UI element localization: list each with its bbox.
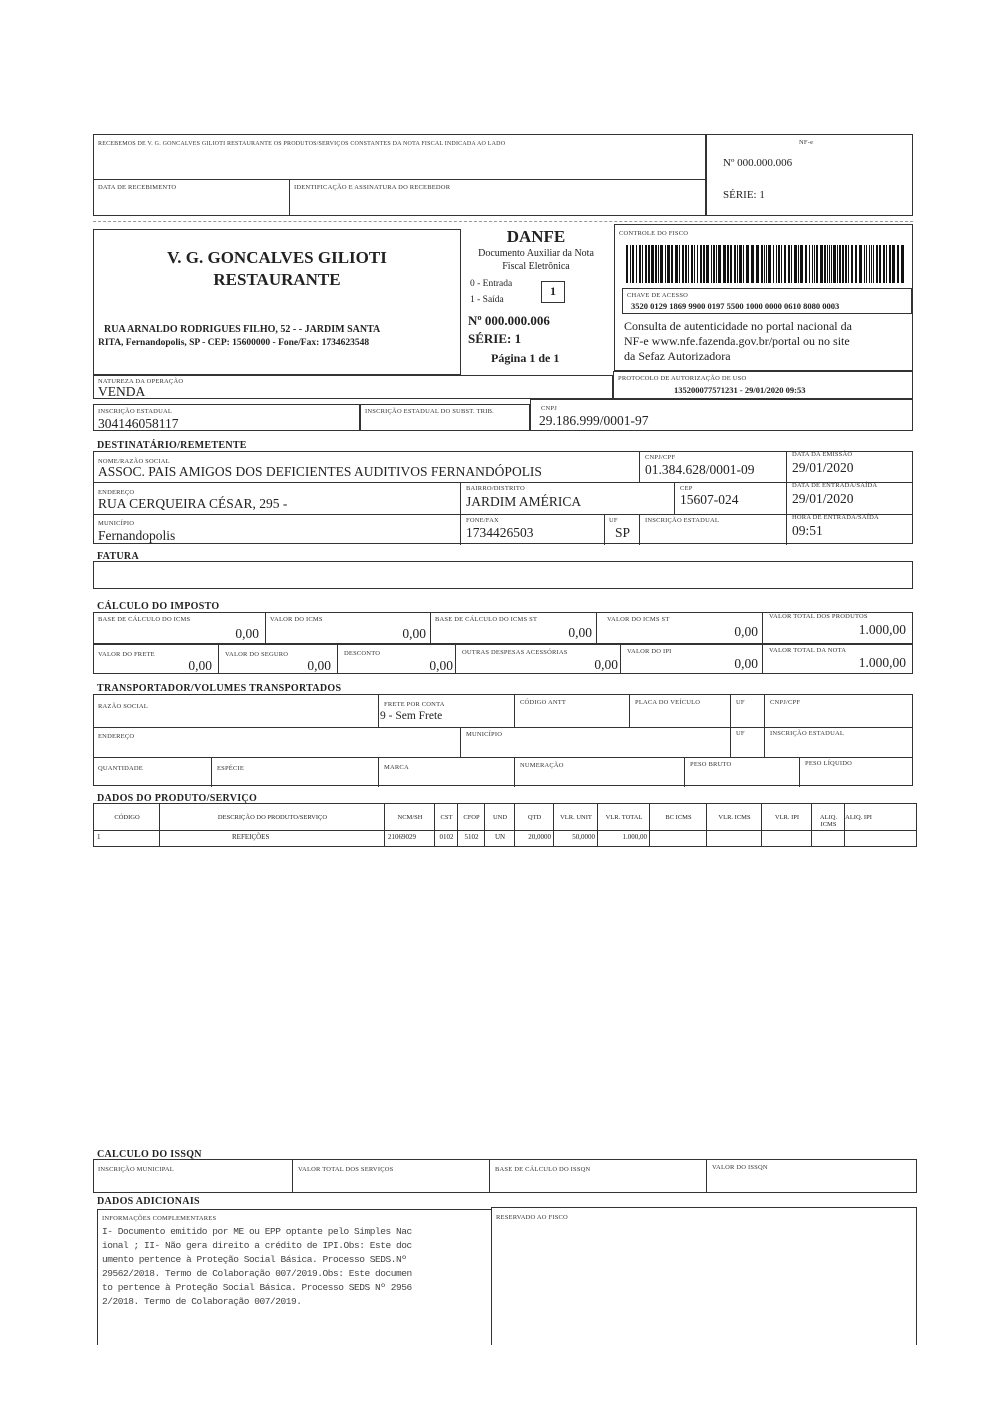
barcode-bar: [764, 245, 765, 283]
barcode-bar: [879, 245, 881, 283]
barcode-bar: [778, 245, 780, 283]
nature-label: NATUREZA DA OPERAÇÃO: [98, 378, 184, 385]
recipient-cep-label: CEP: [680, 485, 693, 492]
access-key-label: CHAVE DE ACESSO: [627, 292, 689, 299]
barcode-bar: [746, 245, 749, 283]
danfe-subtitle-2: Fiscal Eletrônica: [502, 261, 570, 272]
ie-value: 304146058117: [98, 416, 179, 431]
barcode-bar: [833, 245, 836, 283]
additional-line-3: umento pertence à Proteção Social Básica. Processo SEDS.Nº: [102, 1254, 407, 1265]
receipt-series: SÉRIE: 1: [723, 189, 765, 201]
product-cell-unit-price: 50,0000: [572, 833, 595, 841]
receipt-nfe-box: [706, 134, 913, 216]
danfe-block: [461, 229, 611, 375]
barcode-bar: [805, 245, 807, 283]
transport-address-label: ENDEREÇO: [98, 733, 135, 740]
barcode-bar: [798, 245, 799, 283]
recipient-cnpj-label: CNPJ/CPF: [645, 454, 676, 461]
additional-line-4: 29562/2018. Termo de Colaboração 007/2019.Obs: Este documen: [102, 1268, 412, 1279]
additional-line-1: I- Documento emitido por ME ou EPP optante pelo Simples Nac: [102, 1226, 412, 1237]
barcode-bar: [734, 245, 736, 283]
barcode-bar: [791, 245, 792, 283]
product-col-aliq-ipi: [845, 804, 872, 846]
barcode-bar: [784, 245, 786, 283]
barcode-bar: [737, 245, 738, 283]
product-header-description: DESCRIÇÃO DO PRODUTO/SERVIÇO: [217, 814, 328, 821]
tax-total-note-label: VALOR TOTAL DA NOTA: [769, 647, 847, 654]
product-header-aliq-ipi: ALIQ. IPI: [845, 814, 872, 821]
recipient-emission-label: DATA DA EMISSÃO: [792, 451, 853, 458]
ie-st-box: [360, 404, 530, 431]
barcode-bar: [697, 245, 698, 283]
tax-ipi-label: VALOR DO IPI: [627, 648, 672, 655]
tax-other-expenses-value: 0,00: [594, 657, 618, 672]
barcode-bar: [718, 245, 721, 283]
cnpj-value: 29.186.999/0001-97: [539, 413, 649, 428]
transport-net-label: PESO LÍQUIDO: [805, 760, 852, 767]
barcode-bar: [820, 245, 823, 283]
barcode-bar: [665, 245, 666, 283]
tax-total-note-value: 1.000,00: [858, 655, 906, 670]
barcode-bar: [839, 245, 841, 283]
product-cell-code: 1: [97, 833, 101, 841]
danfe-entry: 0 - Entrada: [470, 279, 513, 289]
product-col-cst: [435, 804, 458, 846]
receipt-number: Nº 000.000.006: [723, 157, 793, 169]
transport-numbering-label: NUMERAÇÃO: [520, 762, 564, 769]
barcode-bar: [837, 245, 838, 283]
product-col-ipi: [762, 804, 812, 846]
recipient-city: Fernandopolis: [98, 528, 176, 543]
barcode-bar: [824, 245, 826, 283]
barcode-bar: [766, 245, 767, 283]
barcode-bar: [682, 245, 684, 283]
transport-uf2-label: UF: [736, 730, 745, 737]
recipient-address: RUA CERQUEIRA CÉSAR, 295 -: [98, 496, 288, 511]
barcode: [626, 245, 904, 283]
product-header-unit: UND: [492, 814, 508, 821]
barcode-bar: [829, 245, 830, 283]
barcode-bar: [883, 245, 885, 283]
barcode-bar: [751, 245, 754, 283]
recipient-phone: 1734426503: [466, 525, 534, 540]
ie-label: INSCRIÇÃO ESTADUAL: [98, 408, 173, 415]
products-columns: [94, 804, 916, 846]
barcode-bar: [812, 245, 813, 283]
transport-box: [93, 694, 913, 786]
product-header-cst: CST: [440, 814, 453, 821]
product-cell-cfop: 5102: [464, 833, 479, 841]
product-col-unit-price: [554, 804, 598, 846]
transport-city-label: MUNICÍPIO: [466, 731, 503, 738]
barcode-bar: [711, 245, 712, 283]
barcode-bar: [871, 245, 872, 283]
danfe-exit: 1 - Saída: [470, 295, 504, 305]
tax-ipi-value: 0,00: [734, 656, 758, 671]
barcode-bar: [842, 245, 844, 283]
barcode-bar: [630, 245, 631, 283]
product-header-icms: VLR. ICMS: [718, 814, 751, 821]
barcode-bar: [706, 245, 709, 283]
additional-line-6: 2/2018. Termo de Colaboração 007/2019.: [102, 1296, 302, 1307]
recipient-emission: 29/01/2020: [792, 460, 854, 475]
recipient-address-label: ENDEREÇO: [98, 489, 135, 496]
issqn-municipal-label: INSCRIÇÃO MUNICIPAL: [98, 1166, 174, 1173]
barcode-bar: [892, 245, 895, 283]
tear-line: [93, 221, 913, 222]
product-cell-qty: 20,0000: [528, 833, 551, 841]
barcode-bar: [864, 245, 865, 283]
recipient-time-label: HORA DE ENTRADA/SAÍDA: [792, 514, 879, 521]
recipient-uf-label: UF: [609, 517, 618, 524]
barcode-bar: [876, 245, 878, 283]
barcode-bar: [645, 245, 647, 283]
transport-qty-label: QUANTIDADE: [98, 765, 143, 772]
barcode-bar: [658, 245, 659, 283]
barcode-bar: [655, 245, 657, 283]
transport-gross-label: PESO BRUTO: [690, 761, 732, 768]
nature-value: VENDA: [98, 384, 146, 399]
tax-freight-value: 0,00: [188, 658, 212, 673]
issuer-name-line2: RESTAURANTE: [213, 270, 341, 289]
tax-base-icms-label: BASE DE CÁLCULO DO ICMS: [98, 616, 191, 623]
transport-section-title: TRANSPORTADOR/VOLUMES TRANSPORTADOS: [97, 683, 342, 694]
barcode-bar: [851, 245, 853, 283]
cnpj-label: CNPJ: [541, 405, 557, 412]
tax-base-icms-st-value: 0,00: [568, 625, 592, 640]
barcode-bar: [642, 245, 643, 283]
recipient-district-label: BAIRRO/DISTRITO: [466, 485, 525, 492]
product-col-cfop: [458, 804, 485, 846]
reserved-box: [491, 1207, 917, 1345]
barcode-bar: [901, 245, 904, 283]
barcode-bar: [897, 245, 899, 283]
product-col-total: [598, 804, 650, 846]
additional-line-5: to pertence à Proteção Social Básica. Processo SEDS Nº 2956: [102, 1282, 412, 1293]
barcode-bar: [703, 245, 705, 283]
barcode-bar: [675, 245, 678, 283]
recipient-district: JARDIM AMÉRICA: [466, 494, 582, 509]
barcode-bar: [794, 245, 797, 283]
receipt-date-label: DATA DE RECEBIMENTO: [98, 184, 177, 191]
product-col-ncm: [385, 804, 435, 846]
recipient-box: [93, 451, 913, 544]
tax-base-icms-st-label: BASE DE CÁLCULO DO ICMS ST: [435, 616, 538, 623]
barcode-bar: [816, 245, 818, 283]
tax-icms-st-label: VALOR DO ICMS ST: [607, 616, 670, 623]
barcode-bar: [800, 245, 803, 283]
product-header-qty: QTD: [527, 814, 542, 821]
tax-icms-st-value: 0,00: [734, 624, 758, 639]
issqn-section-title: CALCULO DO ISSQN: [97, 1149, 202, 1160]
access-key: 3520 0129 1869 9900 0197 5500 1000 0000 0610 8080 0003: [631, 301, 840, 311]
products-section-title: DADOS DO PRODUTO/SERVIÇO: [97, 793, 258, 804]
barcode-bar: [730, 245, 732, 283]
product-col-unit: [485, 804, 515, 846]
product-header-aliq-icms: ALIQ. ICMS: [819, 814, 838, 828]
issuer-box: [93, 229, 461, 375]
control-label: CONTROLE DO FISCO: [619, 230, 689, 237]
issqn-base-label: BASE DE CÁLCULO DO ISSQN: [495, 1166, 591, 1173]
product-cell-total: 1.000,00: [622, 833, 647, 841]
barcode-bar: [855, 245, 857, 283]
transport-brand-label: MARCA: [384, 764, 409, 771]
barcode-bar: [723, 245, 726, 283]
product-header-unit-price: VLR. UNIT: [560, 814, 592, 821]
protocol-box: [613, 371, 913, 399]
barcode-bar: [814, 245, 815, 283]
product-col-aliq-icms: [812, 804, 845, 846]
ie-box: [93, 404, 360, 431]
barcode-bar: [886, 245, 887, 283]
receipt-nfe-label: NF-e: [799, 139, 814, 146]
recipient-ie-label: INSCRIÇÃO ESTADUAL: [645, 517, 720, 524]
invoice-box: [93, 561, 913, 589]
barcode-bar: [869, 245, 870, 283]
barcode-bar: [776, 245, 777, 283]
product-header-bc-icms: BC ICMS: [665, 814, 692, 821]
barcode-bar: [756, 245, 759, 283]
receipt-stub: [93, 134, 706, 216]
consult-line-2: NF-e www.nfe.fazenda.gov.br/portal ou no site: [624, 334, 850, 348]
product-cell-cst: 0102: [439, 833, 454, 841]
barcode-bar: [743, 245, 744, 283]
barcode-bar: [713, 245, 715, 283]
barcode-bar: [685, 245, 687, 283]
issuer-address-line2: RITA, Fernandopolis, SP - CEP: 15600000 - Fone/Fax: 1734623548: [98, 338, 370, 348]
tax-discount-value: 0,00: [429, 658, 453, 673]
barcode-bar: [827, 245, 828, 283]
recipient-time: 09:51: [792, 523, 823, 538]
product-col-bc-icms: [650, 804, 707, 846]
transport-plate-label: PLACA DO VEÍCULO: [635, 699, 701, 706]
danfe-page: Página 1 de 1: [491, 351, 560, 365]
recipient-section-title: DESTINATÁRIO/REMETENTE: [97, 440, 247, 451]
barcode-bar: [636, 245, 637, 283]
product-col-description: [160, 804, 385, 846]
barcode-bar: [691, 245, 693, 283]
recipient-uf: SP: [615, 525, 631, 540]
protocol-value: 135200077571231 - 29/01/2020 09:53: [674, 385, 806, 395]
barcode-bar: [768, 245, 771, 283]
product-header-ncm: NCM/SH: [397, 814, 423, 821]
receipt-text: RECEBEMOS DE V. G. GONCALVES GILIOTI RESTAURANTE OS PRODUTOS/SERVIÇOS CONSTANTES DA NOTA FISCAL INDICADA AO LADO: [98, 141, 506, 147]
barcode-bar: [639, 245, 641, 283]
tax-icms-label: VALOR DO ICMS: [270, 616, 323, 623]
recipient-cnpj: 01.384.628/0001-09: [645, 462, 755, 477]
product-col-qty: [515, 804, 554, 846]
product-header-cfop: CFOP: [463, 814, 480, 821]
control-box: [614, 224, 913, 371]
product-cell-unit: UN: [494, 833, 506, 841]
transport-ie-label: INSCRIÇÃO ESTADUAL: [770, 730, 845, 737]
danfe-type-value: 1: [550, 284, 556, 298]
additional-info-label: INFORMAÇÕES COMPLEMENTARES: [102, 1215, 217, 1222]
ie-st-label: INSCRIÇÃO ESTADUAL DO SUBST. TRIB.: [365, 408, 494, 415]
product-header-total: VLR. TOTAL: [605, 814, 643, 821]
nature-box: [93, 375, 613, 399]
consult-line-3: da Sefaz Autorizadora: [624, 349, 731, 363]
product-col-icms: [707, 804, 762, 846]
barcode-bar: [831, 245, 832, 283]
recipient-exit-date: 29/01/2020: [792, 491, 854, 506]
transport-freight: 9 - Sem Frete: [380, 710, 443, 722]
product-col-code: [94, 804, 160, 846]
recipient-phone-label: FONE/FAX: [466, 517, 499, 524]
tax-insurance-label: VALOR DO SEGURO: [225, 651, 289, 658]
transport-uf-label: UF: [736, 699, 745, 706]
tax-row-2: [93, 644, 913, 674]
barcode-bar: [873, 245, 874, 283]
barcode-bar: [700, 245, 702, 283]
product-header-code: CÓDIGO: [114, 814, 140, 821]
transport-cnpj-label: CNPJ/CPF: [770, 699, 801, 706]
recipient-name: ASSOC. PAIS AMIGOS DOS DEFICIENTES AUDITIVOS FERNANDÓPOLIS: [98, 464, 542, 479]
product-header-ipi: VLR. IPI: [774, 814, 800, 821]
barcode-bar: [660, 245, 663, 283]
barcode-bar: [809, 245, 810, 283]
recipient-city-label: MUNICÍPIO: [98, 520, 135, 527]
danfe-title: DANFE: [506, 227, 566, 246]
recipient-name-label: NOME/RAZÃO SOCIAL: [98, 458, 170, 465]
barcode-bar: [773, 245, 774, 283]
barcode-bar: [859, 245, 862, 283]
tax-row-1: [93, 612, 913, 644]
tax-total-products-label: VALOR TOTAL DOS PRODUTOS: [769, 613, 868, 620]
tax-freight-label: VALOR DO FRETE: [98, 651, 155, 658]
transport-name-label: RAZÃO SOCIAL: [98, 703, 148, 710]
barcode-bar: [626, 245, 628, 283]
transport-freight-label: FRETE POR CONTA: [384, 701, 445, 708]
tax-insurance-value: 0,00: [307, 658, 331, 673]
barcode-bar: [688, 245, 689, 283]
tax-section-title: CÁLCULO DO IMPOSTO: [97, 601, 220, 612]
issuer-name-line1: V. G. GONCALVES GILIOTI: [167, 248, 387, 267]
barcode-bar: [788, 245, 790, 283]
products-table: [93, 803, 917, 847]
issqn-value-label: VALOR DO ISSQN: [712, 1164, 768, 1171]
barcode-bar: [648, 245, 650, 283]
barcode-bar: [632, 245, 634, 283]
transport-antt-label: CÓDIGO ANTT: [520, 699, 567, 706]
barcode-bar: [761, 245, 763, 283]
barcode-bar: [739, 245, 742, 283]
product-cell-ncm: 21069029: [388, 833, 416, 841]
barcode-bar: [679, 245, 680, 283]
tax-icms-value: 0,00: [402, 626, 426, 641]
barcode-bar: [727, 245, 729, 283]
additional-section-title: DADOS ADICIONAIS: [97, 1196, 200, 1207]
additional-line-2: ional ; II- Não gera direito a crédito de IPI.Obs: Este doc: [102, 1240, 412, 1251]
tax-other-expenses-label: OUTRAS DESPESAS ACESSÓRIAS: [462, 649, 568, 656]
barcode-bar: [848, 245, 849, 283]
recipient-cep: 15607-024: [680, 492, 739, 507]
transport-species-label: ESPÉCIE: [217, 765, 245, 772]
issqn-total-label: VALOR TOTAL DOS SERVIÇOS: [298, 1166, 394, 1173]
barcode-bar: [781, 245, 782, 283]
receipt-signature-label: IDENTIFICAÇÃO E ASSINATURA DO RECEBEDOR: [294, 184, 451, 191]
consult-line-1: Consulta de autenticidade no portal nacional da: [624, 319, 852, 333]
barcode-bar: [866, 245, 867, 283]
product-cell-description: REFEIÇÕES: [232, 833, 270, 841]
issqn-box: [93, 1159, 917, 1193]
barcode-bar: [889, 245, 891, 283]
tax-discount-label: DESCONTO: [344, 650, 381, 657]
barcode-bar: [845, 245, 847, 283]
protocol-label: PROTOCOLO DE AUTORIZAÇÃO DE USO: [618, 375, 747, 382]
barcode-bar: [671, 245, 673, 283]
additional-info-box: [97, 1209, 492, 1345]
danfe-series: SÉRIE: 1: [468, 331, 522, 346]
recipient-exit-date-label: DATA DE ENTRADA/SAÍDA: [792, 482, 878, 489]
issuer-address-line1: RUA ARNALDO RODRIGUES FILHO, 52 - - JARDIM SANTA: [104, 324, 381, 335]
tax-total-products-value: 1.000,00: [858, 622, 906, 637]
danfe-subtitle-1: Documento Auxiliar da Nota: [478, 248, 594, 259]
tax-base-icms-value: 0,00: [235, 626, 259, 641]
reserved-label: RESERVADO AO FISCO: [496, 1214, 568, 1221]
cnpj-box: [530, 399, 913, 431]
barcode-bar: [716, 245, 717, 283]
barcode-bar: [667, 245, 670, 283]
barcode-bar: [694, 245, 695, 283]
invoice-section-title: FATURA: [97, 551, 139, 562]
access-key-box: [622, 288, 912, 314]
danfe-number: Nº 000.000.006: [468, 313, 550, 328]
barcode-bar: [651, 245, 654, 283]
